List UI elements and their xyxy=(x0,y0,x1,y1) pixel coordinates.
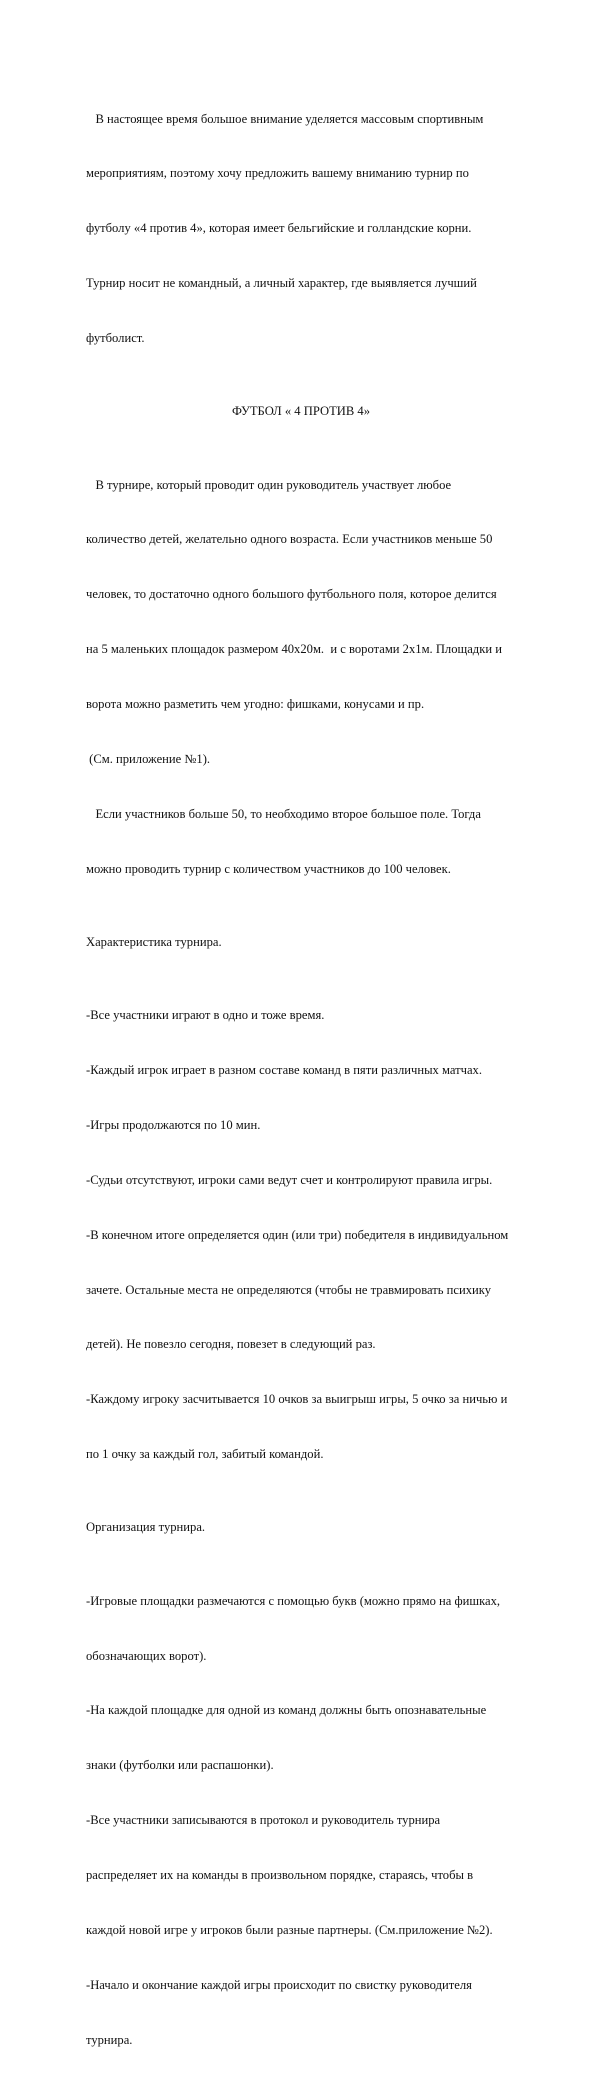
description-line: количество детей, желательно одного возраста. Если участников меньше 50 xyxy=(86,532,493,547)
intro-paragraph xyxy=(86,73,556,384)
list-item: -Все участники записываются в протокол и руководитель турнира xyxy=(86,1813,441,1828)
description-line: Если участников больше 50, то необходимо второе большое поле. Тогда xyxy=(86,806,481,821)
list-item: каждой новой игре у игроков были разные партнеры. (См.приложение №2). xyxy=(86,1922,493,1937)
list-item: -Каждому игроку засчитывается 10 очков за выигрыш игры, 5 очко за ничью и xyxy=(86,1392,508,1407)
list-item: -Игры продолжаются по 10 мин. xyxy=(86,1117,261,1132)
list-item: -В конечном итоге определяется один (или три) победителя в индивидуальном xyxy=(86,1227,509,1242)
list-item: -На каждой площадке для одной из команд должны быть опознавательные xyxy=(86,1703,487,1718)
list-item: зачете. Остальные места не определяются (чтобы не травмировать психику xyxy=(86,1282,491,1297)
organization-title: Организация турнира. xyxy=(86,1520,206,1535)
section-heading: ФУТБОЛ « 4 ПРОТИВ 4» xyxy=(231,404,371,419)
list-item: -Судьи отсутствуют, игроки сами ведут счет и контролируют правила игры. xyxy=(86,1172,493,1187)
document-page xyxy=(86,73,556,2086)
list-item: -Игровые площадки размечаются с помощью букв (можно прямо на фишках, xyxy=(86,1593,501,1608)
intro-line: футболист. xyxy=(86,331,145,346)
list-item: знаки (футболки или распашонки). xyxy=(86,1758,274,1773)
intro-line: В настоящее время большое внимание уделяется массовым спортивным xyxy=(86,111,484,126)
intro-line: мероприятиям, поэтому хочу предложить вашему вниманию турнир по xyxy=(86,166,469,181)
characteristics-title: Характеристика турнира. xyxy=(86,934,222,949)
organization-list xyxy=(86,1555,556,2086)
characteristics-list xyxy=(86,970,556,1501)
list-item: детей). Не повезло сегодня, повезет в следующий раз. xyxy=(86,1337,376,1352)
intro-line: футболу «4 против 4», которая имеет бельгийские и голландские корни. xyxy=(86,221,472,236)
description-line: можно проводить турнир с количеством участников до 100 человек. xyxy=(86,861,451,876)
list-item: обозначающих ворот). xyxy=(86,1648,207,1663)
list-item: распределяет их на команды в произвольном порядке, стараясь, чтобы в xyxy=(86,1868,474,1883)
list-item: по 1 очку за каждый гол, забитый командой. xyxy=(86,1447,324,1462)
description-line: человек, то достаточно одного большого футбольного поля, которое делится xyxy=(86,587,497,602)
list-item: турнира. xyxy=(86,2032,133,2047)
description-line: В турнире, который проводит один руководитель участвует любое xyxy=(86,477,452,492)
description-line: ворота можно разметить чем угодно: фишками, конусами и пр. xyxy=(86,697,425,712)
description-paragraph xyxy=(86,439,556,915)
description-line: (См. приложение №1). xyxy=(86,751,211,766)
list-item: -Начало и окончание каждой игры происходит по свистку руководителя xyxy=(86,1977,472,1992)
intro-line: Турнир носит не командный, а личный характер, где выявляется лучший xyxy=(86,276,477,291)
list-item: -Все участники играют в одно и тоже время. xyxy=(86,1008,325,1023)
description-line: на 5 маленьких площадок размером 40х20м. и с воротами 2х1м. Площадки и xyxy=(86,642,502,657)
list-item: -Каждый игрок играет в разном составе команд в пяти различных матчах. xyxy=(86,1063,483,1078)
